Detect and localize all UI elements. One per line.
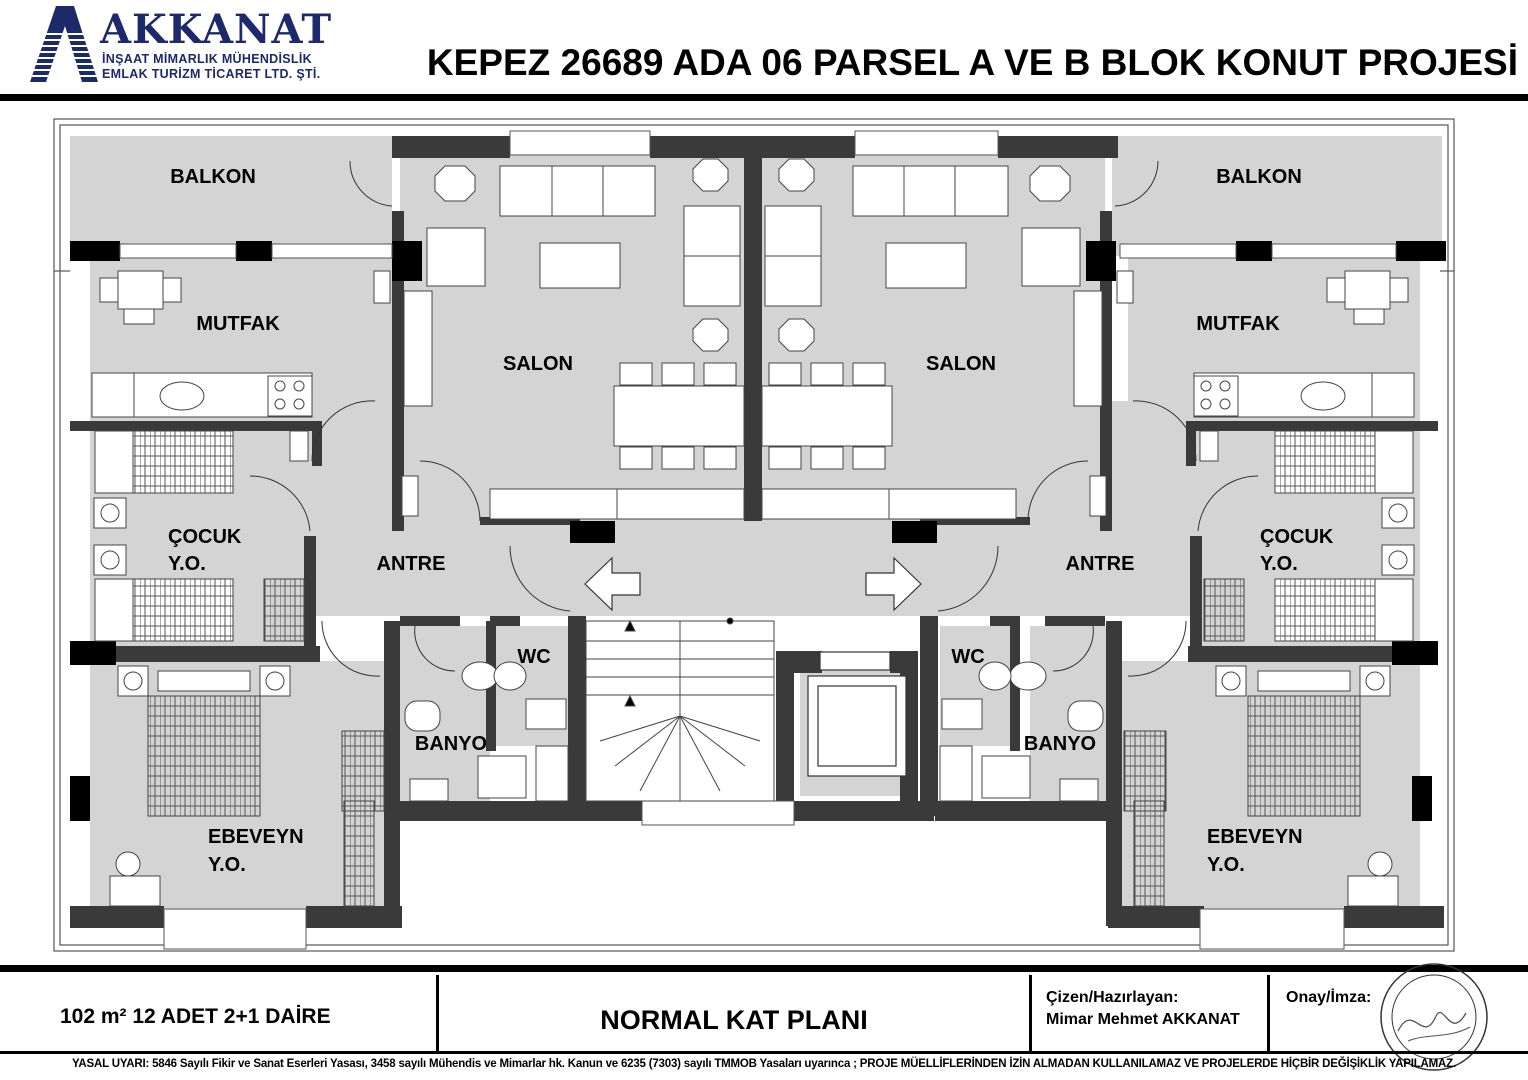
room-label-wc-right: WC	[951, 646, 985, 668]
room-label-cocuk-right-2: Y.O.	[1260, 553, 1298, 575]
room-label-wc-left: WC	[517, 646, 551, 668]
room-label-banyo-right: BANYO	[1023, 733, 1097, 755]
room-label-ebeveyn-right-1: EBEVEYN	[1207, 826, 1303, 848]
room-label-banyo-left: BANYO	[414, 733, 488, 755]
plan-title-cell	[439, 975, 1032, 1053]
room-label-cocuk-left-1: ÇOCUK	[168, 526, 242, 548]
room-label-cocuk-left-2: Y.O.	[168, 553, 206, 575]
project-title: KEPEZ 26689 ADA 06 PARSEL A VE B BLOK KONUT PROJESİ	[426, 42, 1518, 83]
room-label-ebeveyn-left-2: Y.O.	[208, 854, 246, 876]
company-tagline-1: İNŞAAT MİMARLIK MÜHENDİSLİK	[102, 52, 312, 66]
room-label-ebeveyn-left-1: EBEVEYN	[208, 826, 304, 848]
room-label-balkon-right: BALKON	[1216, 166, 1302, 188]
area-cell	[0, 975, 439, 1053]
company-name: AKKANAT	[100, 6, 333, 53]
header-divider	[0, 94, 1528, 101]
drawer-name: Mimar Mehmet AKKANAT	[1046, 1011, 1240, 1028]
drawer-cell	[1032, 975, 1270, 1053]
unit-summary: 102 m² 12 ADET 2+1 DAİRE	[60, 1005, 331, 1028]
drawer-label: Çizen/Hazırlayan:	[1046, 989, 1179, 1006]
footer-divider	[0, 965, 1528, 972]
room-label-antre-right: ANTRE	[1065, 553, 1135, 575]
room-label-salon-right: SALON	[926, 353, 996, 375]
title-block-header	[0, 0, 1528, 100]
room-label-balkon-left: BALKON	[170, 166, 256, 188]
legal-notice: YASAL UYARI: 5846 Sayılı Fikir ve Sanat Eserleri Yasası, 3458 sayılı Mühendis ve Mimarlar hk. Kanun ve 6235 (7303) sayılı TMMOB Yasaları uyarınca ; PROJE MÜELLİFLERİNDEN İZİN ALMADAN KULLANILAMAZ VE PROJELERDE HİÇBİR DEĞİŞİKLİK YAPILAMAZ.	[72, 1058, 1456, 1070]
staircase	[586, 618, 774, 801]
room-label-mutfak-left: MUTFAK	[196, 313, 280, 335]
room-label-ebeveyn-right-2: Y.O.	[1207, 854, 1245, 876]
akkanat-logo-icon	[22, 4, 102, 84]
footer-bottom-divider	[0, 1051, 1528, 1054]
architect-seal-icon	[1378, 961, 1490, 1073]
plan-title: NORMAL KAT PLANI	[600, 1005, 868, 1035]
title-block-footer	[0, 965, 1528, 1080]
approval-label: Onay/İmza:	[1286, 989, 1372, 1006]
floor-plan	[0, 101, 1528, 961]
company-tagline-2: EMLAK TURİZM TİCARET LTD. ŞTİ.	[102, 67, 321, 81]
room-label-salon-left: SALON	[503, 353, 573, 375]
room-label-mutfak-right: MUTFAK	[1196, 313, 1280, 335]
room-label-cocuk-right-1: ÇOCUK	[1260, 526, 1334, 548]
room-label-antre-left: ANTRE	[376, 553, 446, 575]
